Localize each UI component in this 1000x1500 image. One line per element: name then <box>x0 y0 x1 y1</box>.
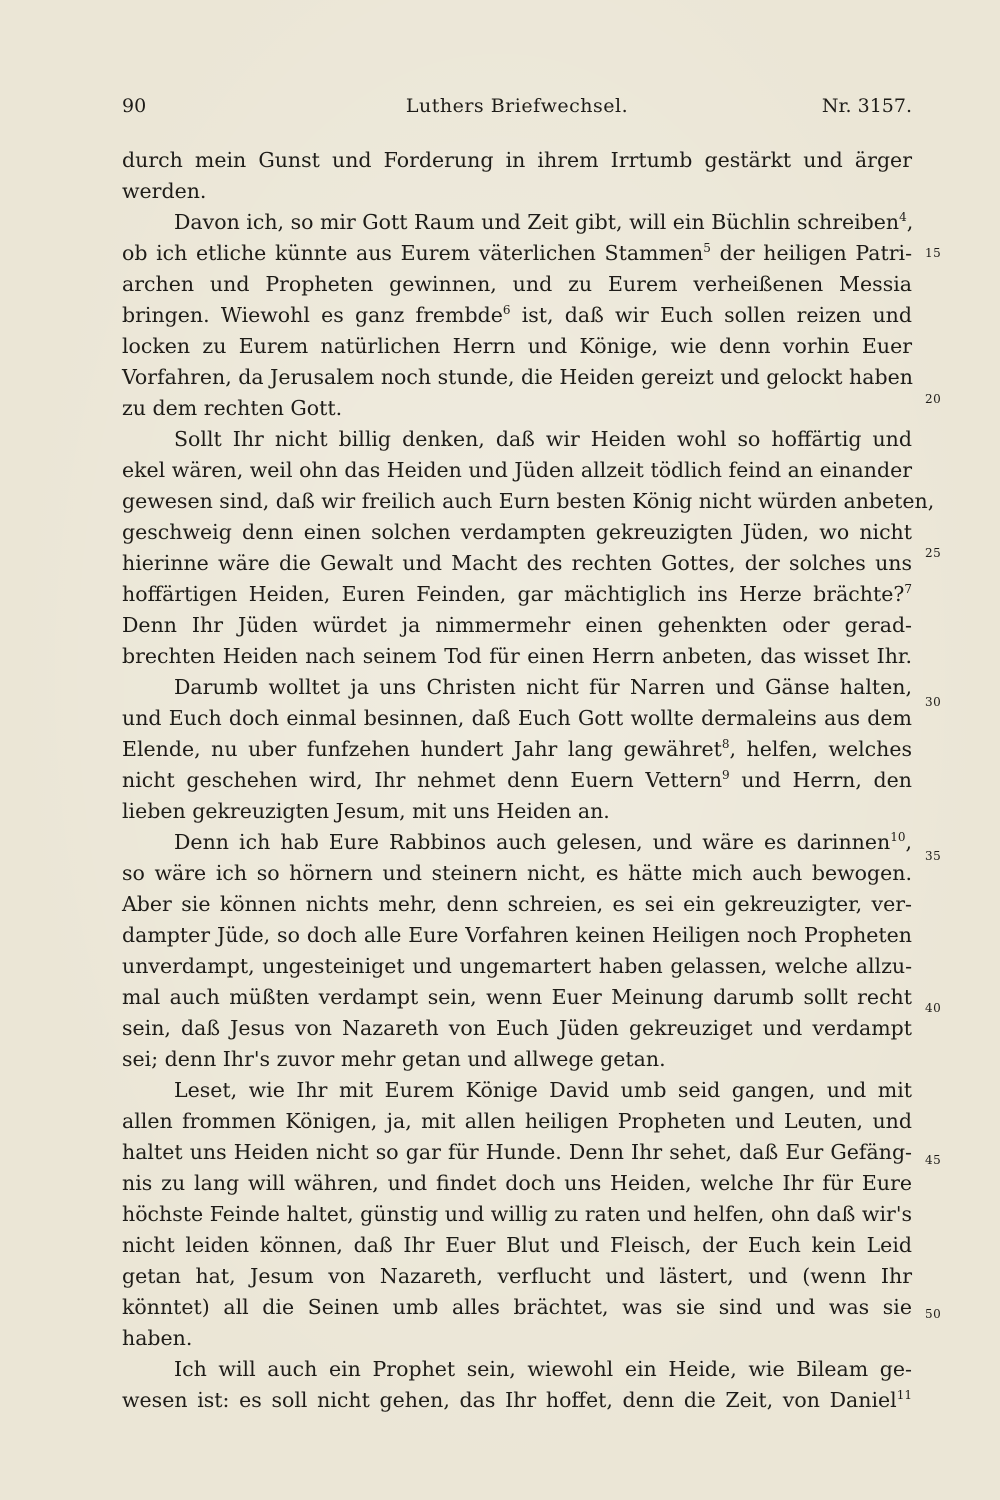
text-line: ekel wären, weil ohn das Heiden und Jüden allzeit tödlich feind an einander <box>122 458 912 482</box>
text-line: haltet uns Heiden nicht so gar für Hunde. Denn Ihr sehet, daß Eur Gefäng- <box>122 1140 912 1164</box>
text-line: brechten Heiden nach seinem Tod für einen Herrn anbeten, das wisset Ihr. <box>122 644 912 668</box>
running-header <box>122 95 912 125</box>
text-line <box>122 300 912 330</box>
text-line: haben. <box>122 1326 193 1350</box>
text-segment: wesen ist: es soll nicht gehen, das Ihr hoffet, denn die Zeit, von Daniel <box>122 1388 897 1412</box>
margin-line-number: 35 <box>925 849 942 863</box>
footnote-mark: 6 <box>502 303 511 318</box>
margin-line-number: 15 <box>925 246 942 260</box>
text-segment: Elende, nu uber funfzehen hundert Jahr lang gewähret <box>122 737 722 761</box>
text-line: so wäre ich so hörnern und steinern nicht, es hätte mich auch bewogen. <box>122 861 912 885</box>
margin-line-number: 20 <box>925 392 942 406</box>
footnote-mark: 9 <box>722 768 730 783</box>
text-segment: Davon ich, so mir Gott Raum und Zeit gibt, will ein Büchlin schreiben <box>174 210 900 234</box>
text-segment: der heiligen Patri- <box>719 241 912 265</box>
text-segment: Denn ich hab Eure Rabbinos auch gelesen, und wäre es darinnen <box>174 830 891 854</box>
footnote-mark: 5 <box>703 241 711 256</box>
footnote-mark: 4 <box>899 210 907 225</box>
text-line: mal auch müßten verdampt sein, wenn Euer Meinung darumb sollt recht <box>122 985 912 1009</box>
text-line: Sollt Ihr nicht billig denken, daß wir Heiden wohl so hoffärtig und <box>174 427 912 451</box>
text-line <box>122 238 912 268</box>
footnote-mark: 7 <box>904 582 912 597</box>
text-line <box>122 734 912 764</box>
text-line <box>174 827 912 857</box>
text-segment: ob ich etliche künnte aus Eurem väterlichen Stammen <box>122 241 704 265</box>
footnote-mark: 10 <box>890 830 906 845</box>
text-line: nis zu lang will währen, und findet doch uns Heiden, welche Ihr für Eure <box>122 1171 912 1195</box>
text-line <box>122 1385 912 1415</box>
text-segment: , helfen, welches <box>729 737 912 761</box>
text-line: zu dem rechten Gott. <box>122 396 343 420</box>
text-segment: nicht geschehen wird, Ihr nehmet denn Euern Vettern <box>122 768 723 792</box>
text-line: Darumb wolltet ja uns Christen nicht für Narren und Gänse halten, <box>174 675 912 699</box>
text-line: locken zu Eurem natürlichen Herrn und Könige, wie denn vorhin Euer <box>122 334 912 358</box>
text-line: gewesen sind, daß wir freilich auch Eurn besten König nicht würden anbeten, <box>122 489 935 513</box>
footnote-mark: 11 <box>896 1388 912 1403</box>
text-line <box>122 579 912 609</box>
text-line: allen frommen Königen, ja, mit allen heiligen Propheten und Leuten, und <box>122 1109 912 1133</box>
text-line: und Euch doch einmal besinnen, daß Euch Gott wollte dermaleins aus dem <box>122 706 912 730</box>
running-title: Luthers Briefwechsel. <box>405 95 629 117</box>
text-segment: ist, daß wir Euch sollen reizen und <box>521 303 912 327</box>
margin-line-number: 30 <box>925 695 942 709</box>
text-line: könntet) all die Seinen umb alles brächtet, was sie sind und was sie <box>122 1295 912 1319</box>
margin-line-number: 50 <box>925 1307 942 1321</box>
text-line <box>122 765 912 795</box>
margin-line-number: 40 <box>925 1001 942 1015</box>
text-line: Vorfahren, da Jerusalem noch stunde, die Heiden gereizt und gelockt haben <box>122 365 913 389</box>
text-line: Denn Ihr Jüden würdet ja nimmermehr einen gehenkten oder gerad- <box>122 613 912 637</box>
margin-line-number: 45 <box>925 1153 942 1167</box>
text-line: Ich will auch ein Prophet sein, wiewohl ein Heide, wie Bileam ge- <box>174 1357 912 1381</box>
text-line: höchste Feinde haltet, günstig und willig zu raten und helfen, ohn daß wir's <box>122 1202 912 1226</box>
text-segment: und Herrn, den <box>741 768 912 792</box>
page-number: 90 <box>122 95 147 117</box>
text-line: durch mein Gunst und Forderung in ihrem Irrtumb gestärkt und ärger <box>122 148 912 172</box>
text-segment: , <box>905 830 912 854</box>
text-line: unverdampt, ungesteiniget und ungemartert haben gelassen, welche allzu- <box>122 954 912 978</box>
letter-number: Nr. 3157. <box>821 95 912 117</box>
text-line: Leset, wie Ihr mit Eurem Könige David umb seid gangen, und mit <box>174 1078 912 1102</box>
text-segment: hoffärtigen Heiden, Euren Feinden, gar mächtiglich ins Herze brächte? <box>122 582 905 606</box>
text-line: archen und Propheten gewinnen, und zu Eurem verheißenen Messia <box>122 272 912 296</box>
text-line: dampter Jüde, so doch alle Eure Vorfahren keinen Heiligen noch Propheten <box>122 923 912 947</box>
text-line: Aber sie können nichts mehr, denn schreien, es sei ein gekreuzigter, ver- <box>122 892 912 916</box>
text-line: sein, daß Jesus von Nazareth von Euch Jüden gekreuziget und verdampt <box>122 1016 912 1040</box>
text-line: getan hat, Jesum von Nazareth, verflucht und lästert, und (wenn Ihr <box>122 1264 912 1288</box>
text-segment: bringen. Wiewohl es ganz frembde <box>122 303 503 327</box>
text-line: hierinne wäre die Gewalt und Macht des rechten Gottes, der solches uns <box>122 551 912 575</box>
text-line: sei; denn Ihr's zuvor mehr getan und allwege getan. <box>122 1047 666 1071</box>
text-segment: , <box>906 210 914 234</box>
text-line: werden. <box>122 179 207 203</box>
text-line: lieben gekreuzigten Jesum, mit uns Heiden an. <box>122 799 610 823</box>
text-line <box>174 207 912 237</box>
text-line: geschweig denn einen solchen verdampten gekreuzigten Jüden, wo nicht <box>122 520 912 544</box>
margin-line-number: 25 <box>925 546 942 560</box>
footnote-mark: 8 <box>721 737 730 752</box>
text-line: nicht leiden können, daß Ihr Euer Blut und Fleisch, der Euch kein Leid <box>122 1233 912 1257</box>
